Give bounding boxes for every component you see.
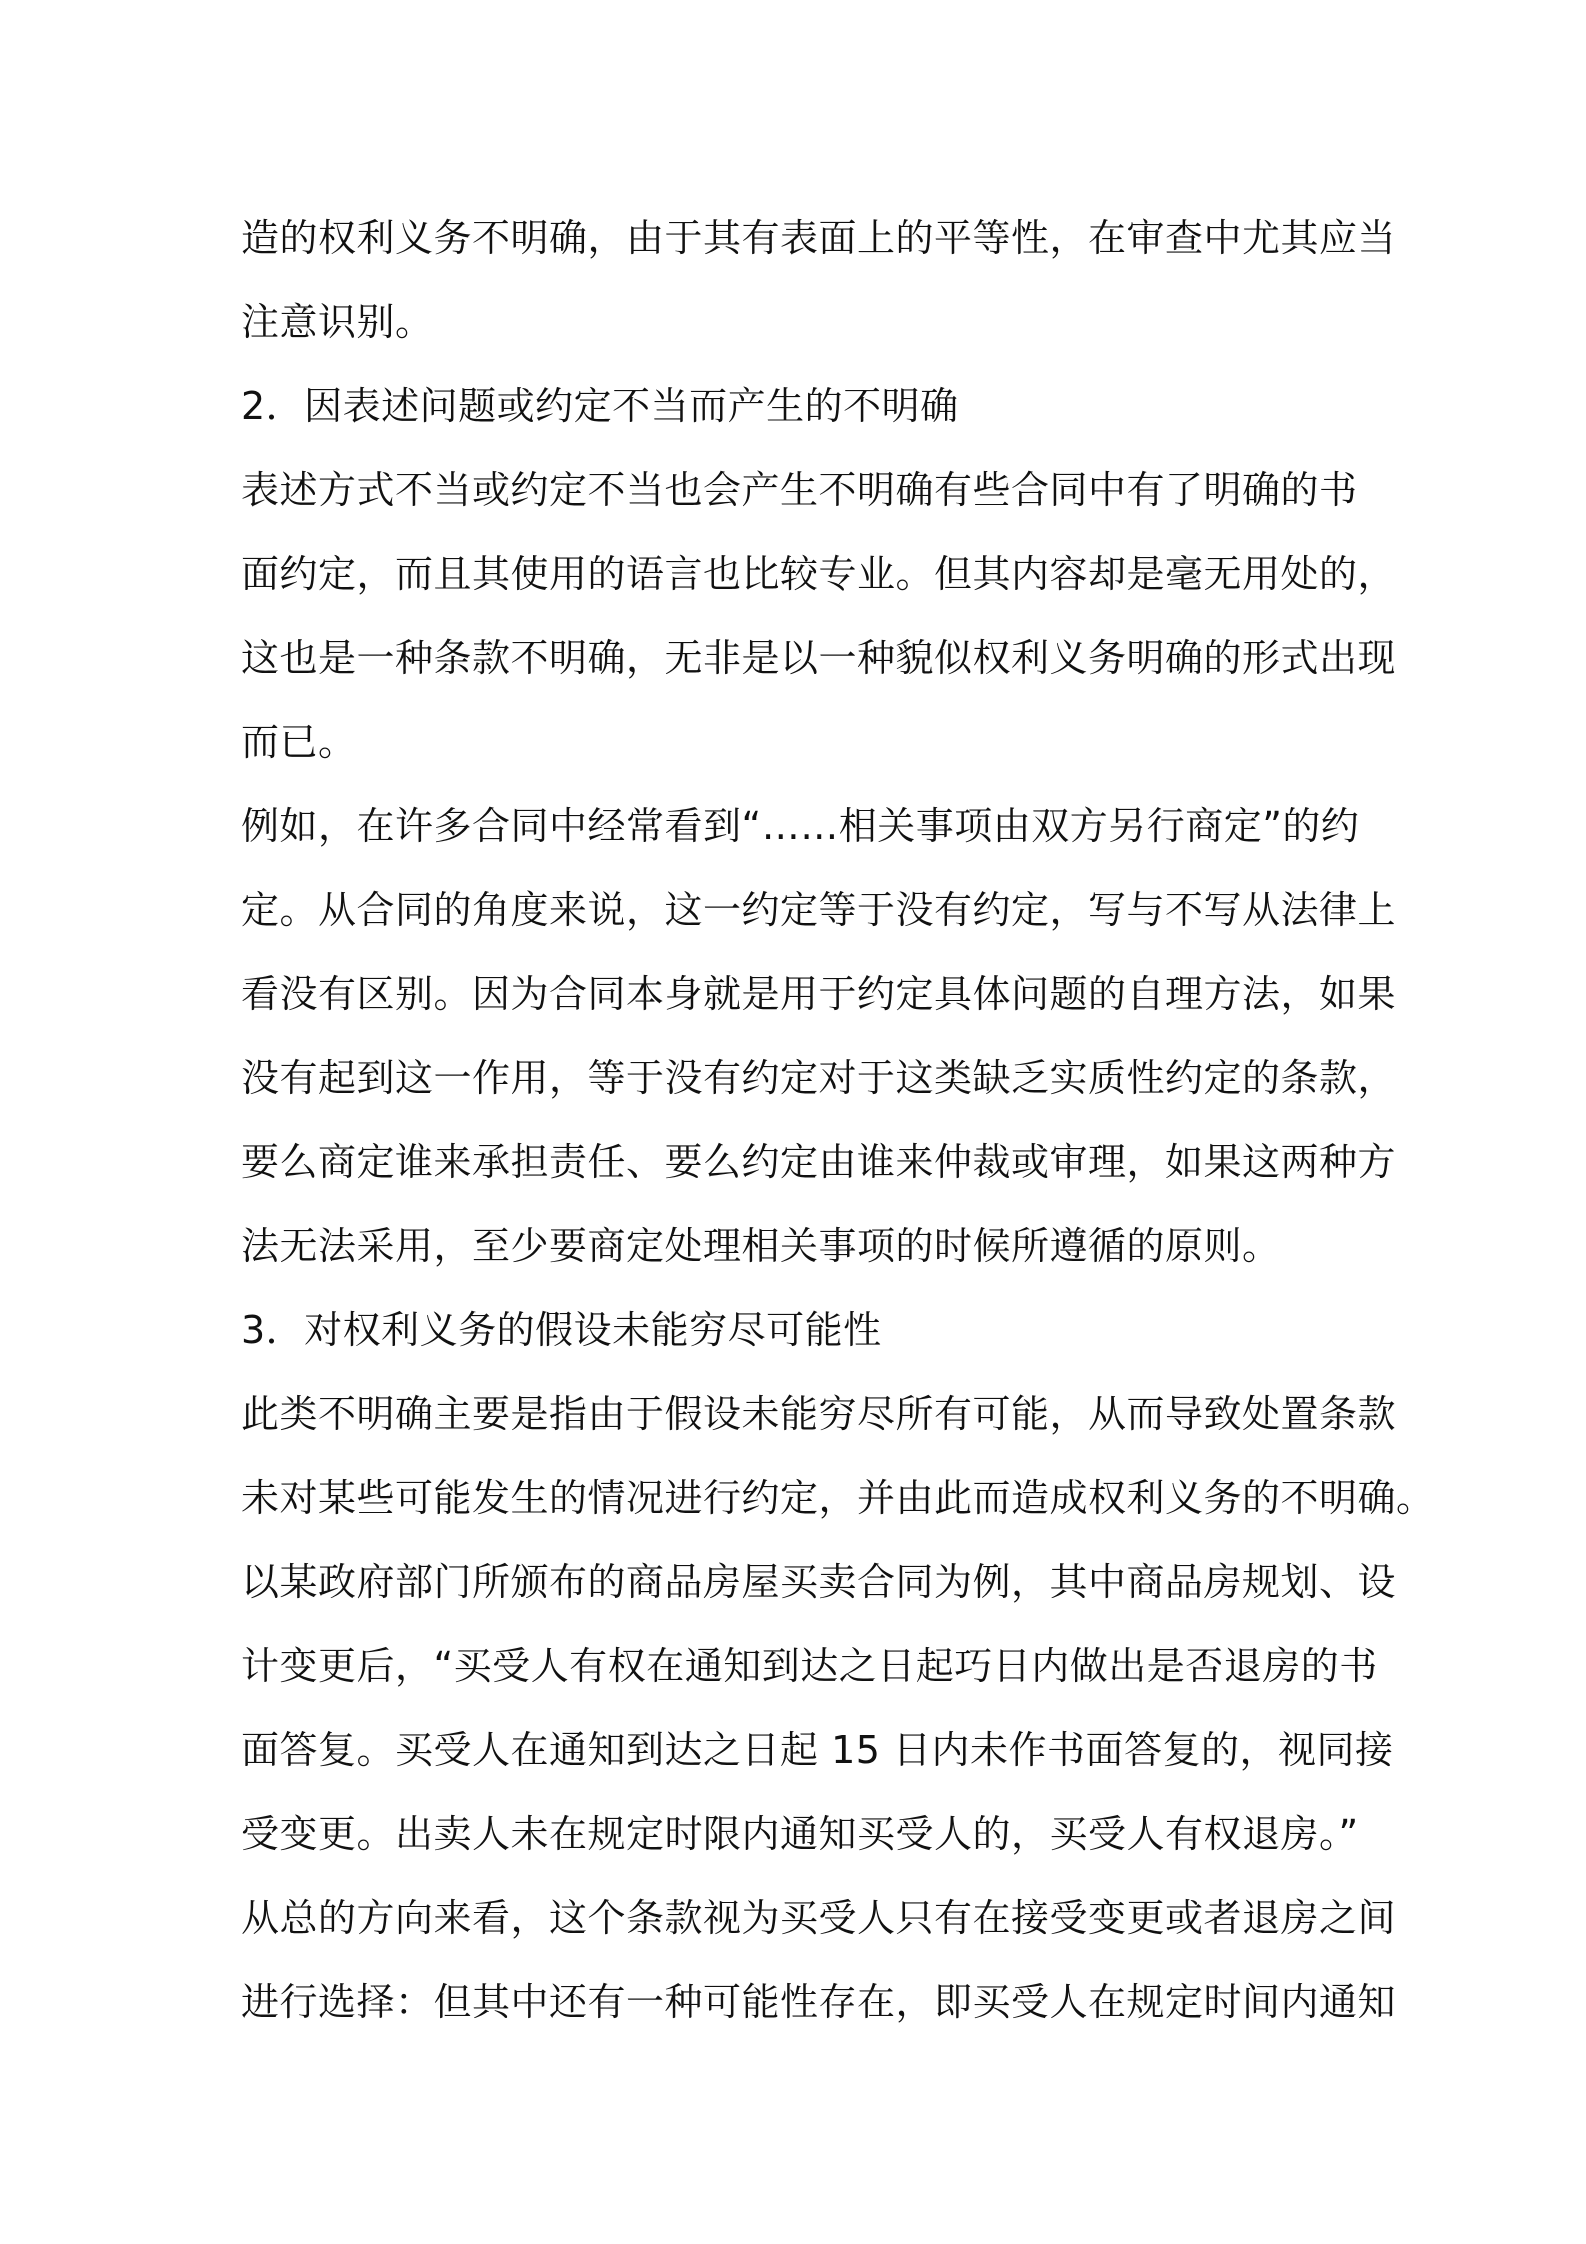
paragraph-line: 从总的方向来看，这个条款视为买受人只有在接受变更或者退房之间: [241, 1896, 1397, 1940]
paragraph-line: 注意识别。: [241, 300, 434, 344]
paragraph-line: 面答复。买受人在通知到达之日起 15 日内未作书面答复的，视同接: [241, 1728, 1394, 1772]
paragraph-line: 面约定，而且其使用的语言也比较专业。但其内容却是毫无用处的，: [241, 552, 1397, 596]
paragraph-line: 法无法采用，至少要商定处理相关事项的时候所遵循的原则。: [241, 1224, 1281, 1268]
paragraph-line: 看没有区别。因为合同本身就是用于约定具体问题的自理方法，如果: [241, 972, 1397, 1016]
paragraph-line: 这也是一种条款不明确，无非是以一种貌似权利义务明确的形式出现: [241, 636, 1397, 680]
paragraph-line: 进行选择：但其中还有一种可能性存在，即买受人在规定时间内通知: [241, 1980, 1397, 2024]
paragraph-line: 表述方式不当或约定不当也会产生不明确有些合同中有了明确的书: [241, 468, 1358, 512]
paragraph-line: 没有起到这一作用，等于没有约定对于这类缺乏实质性约定的条款，: [241, 1056, 1397, 1100]
paragraph-line: 以某政府部门所颁布的商品房屋买卖合同为例，其中商品房规划、设: [241, 1560, 1397, 1604]
paragraph-line: 未对某些可能发生的情况进行约定，并由此而造成权利义务的不明确。: [241, 1476, 1435, 1520]
section-heading: 2．因表述问题或约定不当而产生的不明确: [241, 384, 959, 428]
paragraph-line: 要么商定谁来承担责任、要么约定由谁来仲裁或审理，如果这两种方: [241, 1140, 1397, 1184]
paragraph-line: 例如，在许多合同中经常看到“……相关事项由双方另行商定”的约: [241, 804, 1360, 848]
paragraph-line: 此类不明确主要是指由于假设未能穷尽所有可能，从而导致处置条款: [241, 1392, 1397, 1436]
section-heading: 3．对权利义务的假设未能穷尽可能性: [241, 1308, 882, 1352]
paragraph-line: 造的权利义务不明确，由于其有表面上的平等性，在审查中尤其应当: [241, 216, 1397, 260]
paragraph-line: 受变更。出卖人未在规定时限内通知买受人的，买受人有权退房。”: [241, 1812, 1359, 1856]
paragraph-line: 计变更后，“买受人有权在通知到达之日起巧日内做出是否退房的书: [241, 1644, 1378, 1688]
paragraph-line: 定。从合同的角度来说，这一约定等于没有约定，写与不写从法律上: [241, 888, 1397, 932]
paragraph-line: 而已。: [241, 720, 357, 764]
document-body: [241, 196, 1435, 2044]
